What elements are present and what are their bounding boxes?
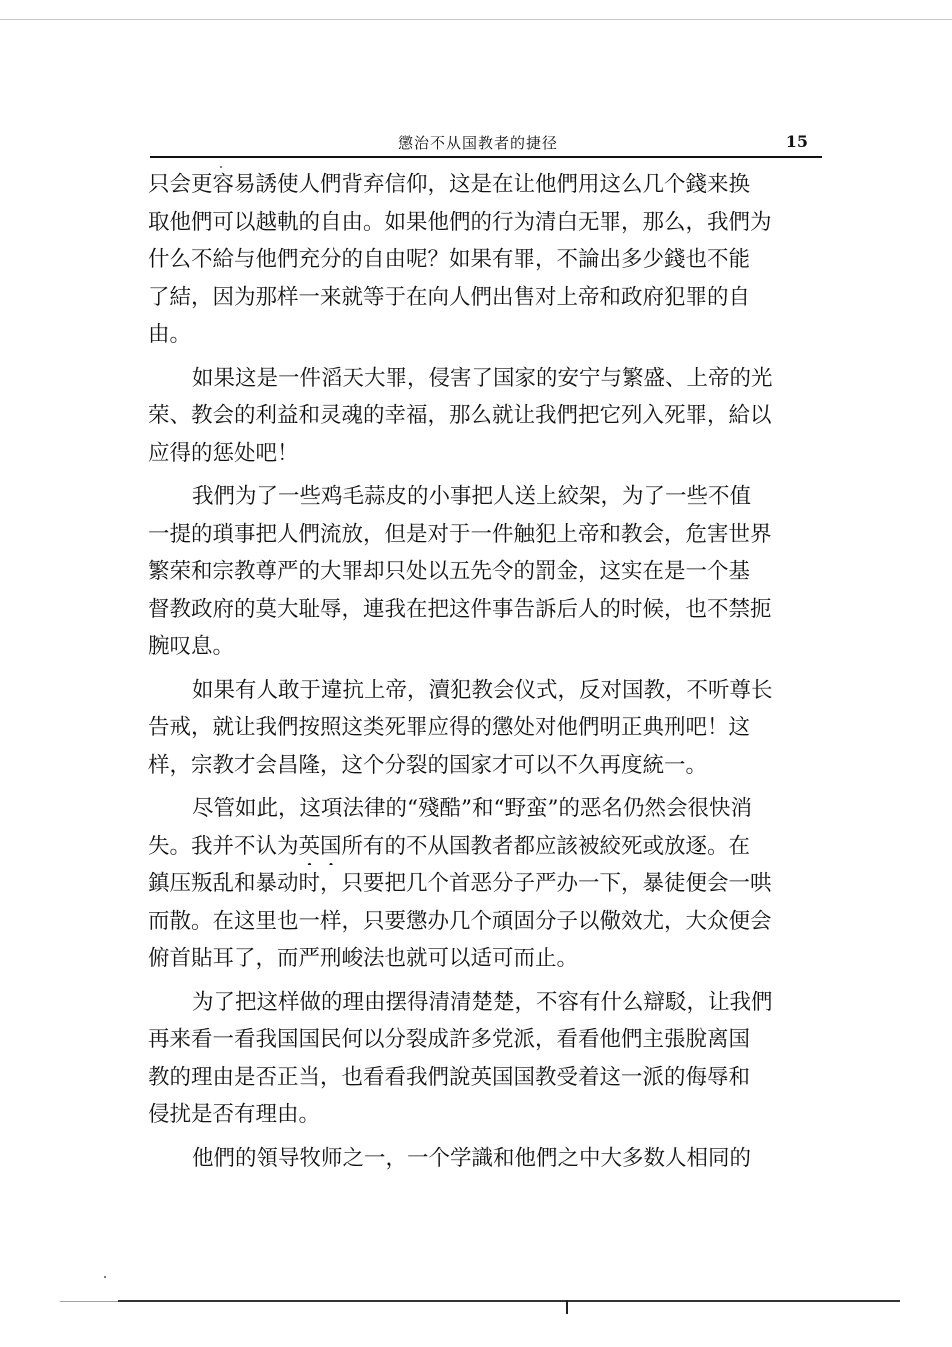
text-line: 他們的領导牧师之一，一个学識和他們之中大多数人相同的 (192, 1145, 752, 1171)
header-rule (150, 156, 822, 158)
text-line: 如果这是一件滔天大罪，侵害了国家的安宁与繁盛、上帝的光 (192, 365, 773, 391)
running-title: 懲治不从国教者的捷径 (398, 134, 559, 152)
text-line (148, 828, 828, 866)
text-line: 鎮压叛乱和暴动时，只要把几个首恶分子严办一下，暴徒便会一哄 (148, 871, 772, 896)
text-line: 取他們可以越軌的自由。如果他們的行为清白无罪，那么，我們为 (148, 209, 772, 235)
scan-border-line (0, 19, 952, 20)
text-line: 侵扰是否有理由。 (148, 1102, 321, 1127)
text-line: 为了把这样做的理由摆得清清楚楚，不容有什么辯駁，让我們 (192, 989, 773, 1015)
text-line: 教的理由是否正当，也看看我們說英国国教受着这一派的侮辱和 (148, 1064, 751, 1090)
text-segment: 失。我并不认为 (148, 833, 299, 859)
text-line: 荣、教会的利益和灵魂的幸福，那么就让我們把它列入死罪，給以 (148, 403, 772, 428)
text-segment: 所有的不从国教者都应該被絞死或放逐。在 (341, 833, 751, 859)
page-header (148, 128, 820, 156)
emphasized-term: 英国 (298, 833, 342, 859)
page-number: 15 (785, 132, 808, 151)
text-line: 什么不給与他們充分的自由呢？如果有罪，不論出多少錢也不能 (148, 247, 751, 272)
scan-speck (220, 166, 222, 168)
text-line: 告戒，就让我們按照这类死罪应得的懲处对他們明正典刑吧！这 (148, 715, 751, 740)
text-line: 俯首貼耳了，而严刑峻法也就可以适可而止。 (148, 946, 579, 971)
text-line: 腕叹息。 (148, 634, 235, 659)
text-line: 了結，因为那样一来就等于在向人們出售对上帝和政府犯罪的自 (148, 284, 751, 310)
text-line: 只会更容易誘使人們背弃信仰，这是在让他們用这么几个錢来换 (148, 172, 751, 197)
text-line: 应得的惩处吧！ (148, 440, 299, 466)
text-line: 再来看一看我国国民何以分裂成許多党派，看看他們主張脫离国 (148, 1027, 751, 1052)
text-line: 样，宗教才会昌隆，这个分裂的国家才可以不久再度統一。 (148, 752, 708, 778)
footer-rule-faint (60, 1301, 118, 1302)
text-line: 而散。在这里也一样，只要懲办几个頑固分子以儆效尤，大众便会 (148, 908, 772, 934)
text-line: 由。 (148, 322, 192, 347)
text-line: 尽管如此，这項法律的“殘酷”和“野蛮”的恶名仍然会很快消 (192, 796, 752, 821)
scan-speck (104, 1276, 106, 1278)
text-line: 繁荣和宗教尊严的大罪却只处以五先令的罰金，这实在是一个基 (148, 559, 751, 584)
footer-tick-mark (566, 1300, 568, 1314)
body-text (148, 166, 828, 1177)
text-line: 一提的瑣事把人們流放，但是对于一件触犯上帝和教会，危害世界 (148, 521, 772, 547)
text-line: 督教政府的莫大耻辱，連我在把这件事告訴后人的时候，也不禁扼 (148, 596, 772, 622)
footer-rule (118, 1300, 900, 1302)
text-line: 如果有人敢于違抗上帝，瀆犯教会仪式，反对国教，不听尊长 (192, 677, 773, 703)
text-line: 我們为了一些鸡毛蒜皮的小事把人送上絞架，为了一些不值 (192, 484, 752, 509)
